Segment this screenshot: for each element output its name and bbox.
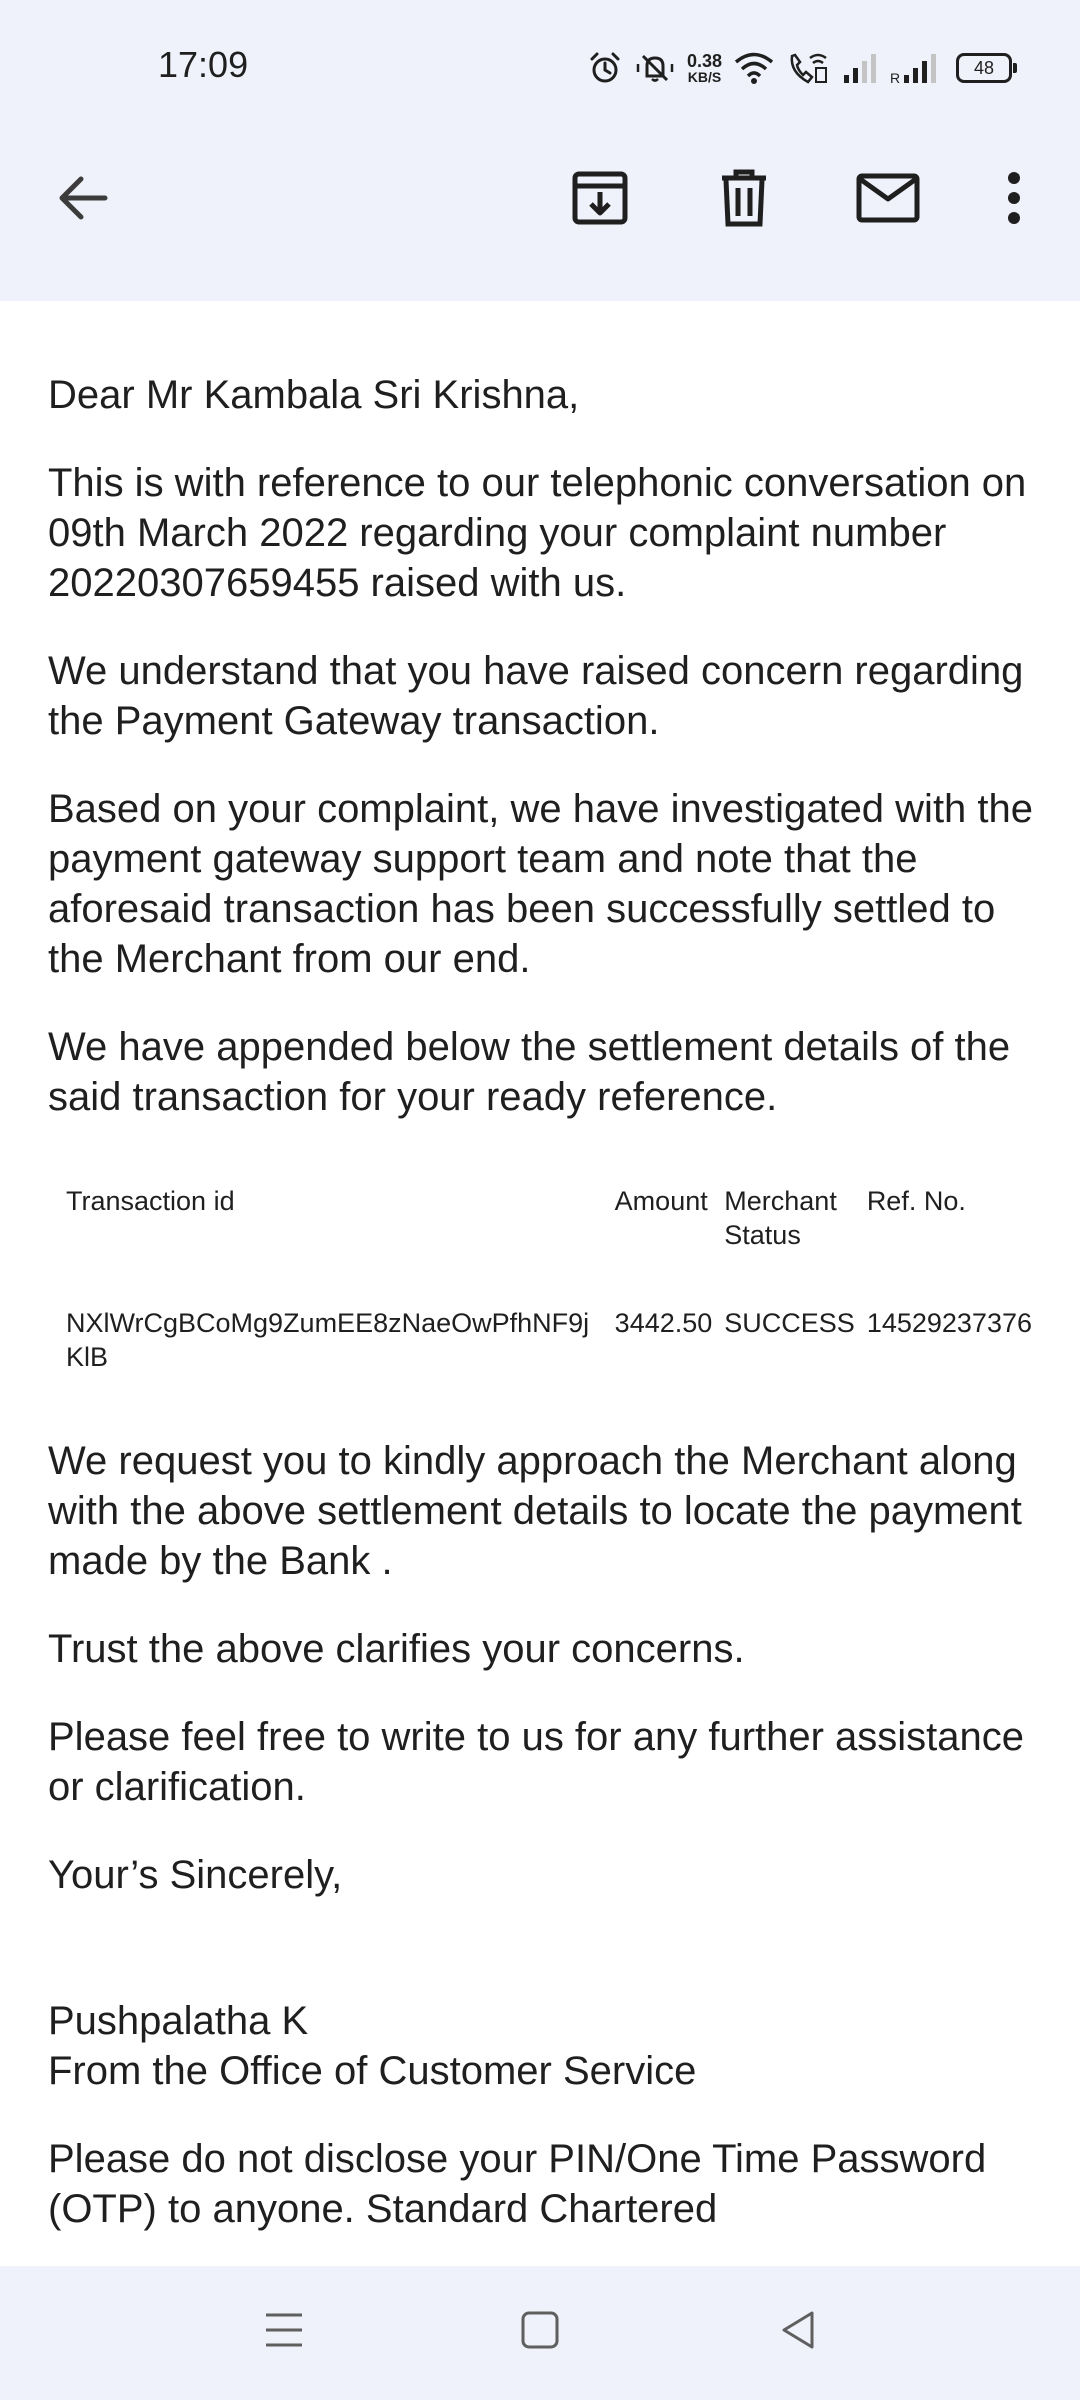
closing: Your’s Sincerely,	[48, 1853, 343, 1897]
body-paragraph: Based on your complaint, we have investigated with the payment gateway support team and note that the aforesaid transaction has been successfully settled to the Merchant from our end.	[48, 787, 1034, 981]
recents-button[interactable]	[248, 2296, 320, 2368]
archive-button[interactable]	[560, 160, 640, 240]
column-header: Transaction id	[66, 1186, 235, 1216]
back-arrow-icon	[55, 171, 109, 230]
body-paragraph: This is with reference to our telephonic conversation on 09th March 2022 regarding your complaint number 20220307659455 raised with us.	[48, 461, 1027, 605]
wifi-icon	[734, 51, 774, 85]
alarm-icon	[587, 50, 623, 86]
menu-icon	[264, 2311, 304, 2354]
mail-icon	[856, 173, 920, 228]
column-header: Merchant Status	[724, 1186, 837, 1250]
signature-office: From the Office of Customer Service	[48, 2049, 697, 2093]
battery-level: 48	[973, 57, 995, 78]
body-paragraph: We have appended below the settlement details of the said transaction for your ready reference.	[48, 1025, 1011, 1119]
table-header-row	[48, 1184, 1038, 1306]
transaction-id: NXlWrCgBCoMg9ZumEE8zNaeOwPfhNF9jKlB	[66, 1308, 590, 1372]
more-vert-icon	[1006, 170, 1022, 231]
table-cell: 3442.50	[614, 1308, 713, 1338]
table-row	[48, 1306, 1038, 1374]
net-speed	[687, 52, 722, 84]
body-paragraph: Trust the above clarifies your concerns.	[48, 1627, 745, 1671]
battery-icon	[956, 53, 1012, 83]
column-header: Ref. No.	[866, 1186, 966, 1216]
wifi-calling-icon	[786, 50, 830, 86]
back-triangle-icon	[778, 2309, 818, 2356]
net-speed-value: 0.38	[686, 51, 722, 71]
home-square-icon	[520, 2310, 560, 2355]
signal-icon	[842, 51, 878, 85]
column-header: Amount	[614, 1186, 708, 1216]
net-speed-unit: KB/S	[687, 69, 722, 85]
settlement-table	[48, 1184, 1038, 1374]
delete-icon	[718, 168, 770, 233]
body-paragraph: Please feel free to write to us for any further assistance or clarification.	[48, 1715, 1025, 1809]
svg-text:R: R	[890, 70, 901, 85]
signature-spacer	[48, 1900, 1038, 1996]
home-button[interactable]	[504, 2296, 576, 2368]
archive-icon	[570, 168, 630, 233]
system-back-button[interactable]	[762, 2296, 834, 2368]
email-body	[48, 370, 1038, 2272]
greeting: Dear Mr Kambala Sri Krishna,	[48, 373, 580, 417]
back-button[interactable]	[42, 160, 122, 240]
table-cell: SUCCESS	[724, 1308, 855, 1338]
body-paragraph: We request you to kindly approach the Merchant along with the above settlement details to locate the payment made by the Bank .	[48, 1439, 1022, 1583]
more-options-button[interactable]	[974, 160, 1054, 240]
top-app-bar	[0, 0, 1080, 301]
mark-unread-button[interactable]	[848, 160, 928, 240]
body-paragraph: We understand that you have raised concern regarding the Payment Gateway transaction.	[48, 649, 1024, 743]
mute-icon	[635, 50, 675, 86]
disclaimer: Please do not disclose your PIN/One Time Password (OTP) to anyone. Standard Chartered	[48, 2137, 987, 2231]
roaming-signal-icon	[890, 51, 944, 85]
delete-button[interactable]	[704, 160, 784, 240]
status-time: 17:09	[158, 44, 249, 85]
table-cell	[48, 1306, 609, 1374]
signature-name: Pushpalatha K	[48, 1999, 309, 2043]
system-nav-bar	[0, 2266, 1080, 2400]
table-cell: 14529237376	[866, 1308, 1032, 1338]
status-icons	[587, 46, 1012, 90]
